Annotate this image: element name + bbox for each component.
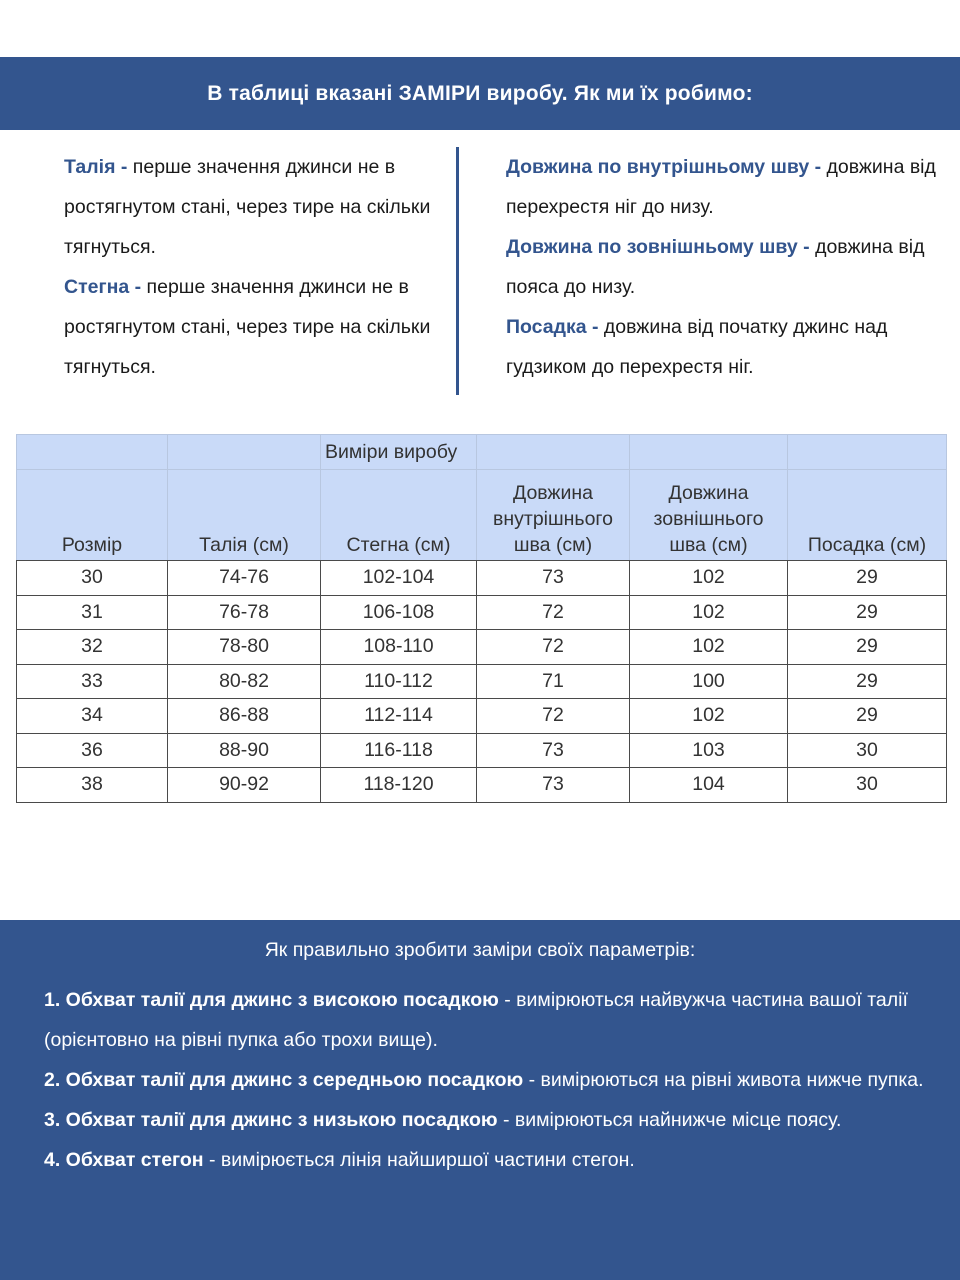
cell-inseam: 72 bbox=[477, 595, 630, 630]
header-inseam bbox=[477, 470, 630, 561]
tip-heading: 1. Обхват талії для джинс з високою посадкою bbox=[44, 989, 499, 1011]
tip-text: - вимірюються найвужча частина вашої талії (орієнтовно на рівні пупка або трохи вище). bbox=[44, 989, 908, 1051]
header-hips: Стегна (см) bbox=[321, 470, 477, 561]
cell-inseam: 71 bbox=[477, 664, 630, 699]
definition-term: Талія - bbox=[64, 156, 128, 178]
cell-inseam: 73 bbox=[477, 733, 630, 768]
cell-outseam: 102 bbox=[630, 595, 788, 630]
cell-inseam: 73 bbox=[477, 768, 630, 803]
cell-hips: 118-120 bbox=[321, 768, 477, 803]
cell-outseam: 102 bbox=[630, 699, 788, 734]
header-inseam-line: шва (см) bbox=[513, 534, 593, 556]
cell-size: 36 bbox=[17, 733, 168, 768]
cell-waist: 90-92 bbox=[168, 768, 321, 803]
cell-inseam: 73 bbox=[477, 561, 630, 596]
header-inseam-line: внутрішнього bbox=[493, 508, 613, 530]
cell-rise: 29 bbox=[788, 699, 947, 734]
header-cell-empty bbox=[17, 435, 168, 470]
header-inseam-line: Довжина bbox=[513, 482, 593, 504]
header-waist: Талія (см) bbox=[168, 470, 321, 561]
table-header-row bbox=[17, 470, 947, 561]
cell-size: 34 bbox=[17, 699, 168, 734]
tip-text: - вимірюються на рівні живота нижче пупка. bbox=[523, 1069, 924, 1091]
size-table bbox=[16, 434, 947, 803]
header-cell-empty bbox=[630, 435, 788, 470]
cell-size: 30 bbox=[17, 561, 168, 596]
table-row bbox=[17, 733, 947, 768]
tip-heading: 4. Обхват стегон bbox=[44, 1149, 204, 1171]
cell-rise: 30 bbox=[788, 768, 947, 803]
definition-text: довжина від початку джинс над гудзиком до перехрестя ніг. bbox=[506, 316, 888, 378]
definition-inseam bbox=[506, 147, 946, 227]
definitions-left bbox=[64, 147, 444, 387]
banner-title: В таблиці вказані ЗАМІРИ виробу. Як ми їх робимо: bbox=[207, 81, 753, 105]
cell-size: 31 bbox=[17, 595, 168, 630]
measure-tip bbox=[44, 1140, 934, 1180]
tip-text: - вимірюється лінія найширшої частини стегон. bbox=[203, 1149, 635, 1171]
cell-hips: 112-114 bbox=[321, 699, 477, 734]
definition-term: Стегна - bbox=[64, 276, 142, 298]
cell-hips: 110-112 bbox=[321, 664, 477, 699]
definition-term: Посадка - bbox=[506, 316, 599, 338]
table-row bbox=[17, 595, 947, 630]
column-divider bbox=[456, 147, 459, 395]
definition-text: перше значення джинси не в ростягнутом стані, через тире на скільки тягнуться. bbox=[64, 276, 431, 378]
cell-rise: 30 bbox=[788, 733, 947, 768]
cell-rise: 29 bbox=[788, 561, 947, 596]
cell-waist: 80-82 bbox=[168, 664, 321, 699]
cell-waist: 74-76 bbox=[168, 561, 321, 596]
table-row bbox=[17, 561, 947, 596]
cell-hips: 108-110 bbox=[321, 630, 477, 665]
cell-rise: 29 bbox=[788, 664, 947, 699]
table-body bbox=[17, 561, 947, 803]
definition-outseam bbox=[506, 227, 946, 307]
table-row bbox=[17, 630, 947, 665]
header-cell-empty bbox=[788, 435, 947, 470]
definitions-right bbox=[506, 147, 946, 387]
tip-text: - вимірюються найнижче місце поясу. bbox=[497, 1109, 842, 1131]
definition-text: довжина від пояса до низу. bbox=[506, 236, 925, 298]
header-cell-empty bbox=[477, 435, 630, 470]
cell-rise: 29 bbox=[788, 630, 947, 665]
cell-hips: 106-108 bbox=[321, 595, 477, 630]
cell-size: 33 bbox=[17, 664, 168, 699]
header-outseam bbox=[630, 470, 788, 561]
measure-guide-title: Як правильно зробити заміри своїх параметрів: bbox=[264, 939, 696, 961]
cell-inseam: 72 bbox=[477, 699, 630, 734]
table-row bbox=[17, 664, 947, 699]
definition-text: перше значення джинси не в ростягнутом стані, через тире на скільки тягнуться. bbox=[64, 156, 431, 258]
cell-outseam: 103 bbox=[630, 733, 788, 768]
cell-waist: 88-90 bbox=[168, 733, 321, 768]
measure-tip bbox=[44, 980, 934, 1060]
definition-term: Довжина по внутрішньому шву - bbox=[506, 156, 822, 178]
cell-waist: 86-88 bbox=[168, 699, 321, 734]
cell-waist: 76-78 bbox=[168, 595, 321, 630]
tip-heading: 2. Обхват талії для джинс з середньою посадкою bbox=[44, 1069, 524, 1091]
header-cell-empty bbox=[168, 435, 321, 470]
cell-outseam: 104 bbox=[630, 768, 788, 803]
table-row bbox=[17, 699, 947, 734]
header-outseam-line: Довжина bbox=[668, 482, 749, 504]
definition-term: Довжина по зовнішньому шву - bbox=[506, 236, 810, 258]
top-banner bbox=[0, 57, 960, 130]
definition-waist bbox=[64, 147, 444, 267]
cell-size: 38 bbox=[17, 768, 168, 803]
cell-hips: 116-118 bbox=[321, 733, 477, 768]
table-group-header-row bbox=[17, 435, 947, 470]
measure-guide-tips bbox=[44, 980, 934, 1180]
header-outseam-line: шва (см) bbox=[669, 534, 748, 556]
cell-rise: 29 bbox=[788, 595, 947, 630]
table-row bbox=[17, 768, 947, 803]
measure-tip bbox=[44, 1100, 934, 1140]
cell-waist: 78-80 bbox=[168, 630, 321, 665]
measure-tip bbox=[44, 1060, 934, 1100]
cell-inseam: 72 bbox=[477, 630, 630, 665]
definition-rise bbox=[506, 307, 946, 387]
table-group-title: Виміри виробу bbox=[321, 435, 477, 470]
header-size: Розмір bbox=[17, 470, 168, 561]
definition-hips bbox=[64, 267, 444, 387]
header-outseam-line: зовнішнього bbox=[653, 508, 764, 530]
header-rise: Посадка (см) bbox=[788, 470, 947, 561]
cell-hips: 102-104 bbox=[321, 561, 477, 596]
cell-size: 32 bbox=[17, 630, 168, 665]
cell-outseam: 100 bbox=[630, 664, 788, 699]
cell-outseam: 102 bbox=[630, 561, 788, 596]
cell-outseam: 102 bbox=[630, 630, 788, 665]
tip-heading: 3. Обхват талії для джинс з низькою посадкою bbox=[44, 1109, 498, 1131]
definition-text: довжина від перехрестя ніг до низу. bbox=[506, 156, 936, 218]
